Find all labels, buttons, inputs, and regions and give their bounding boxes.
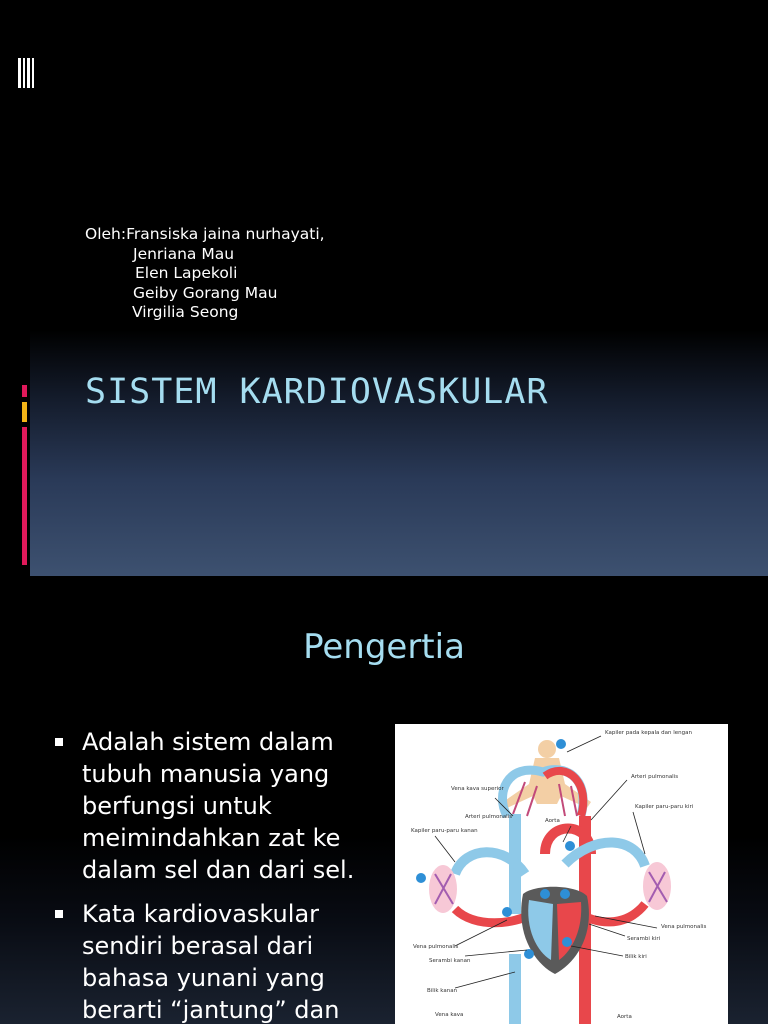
author-line: Geiby Gorang Mau (133, 283, 278, 302)
label-aorta-top: Aorta (545, 818, 560, 824)
heart-icon (521, 887, 589, 974)
accent-yellow (22, 402, 27, 422)
square-bullet-icon (55, 738, 63, 746)
label-arteri-pulmonalis-kanan: Arteri pulmonalis (465, 814, 513, 820)
label-vena-pulmonalis-kanan: Vena pulmonalis (413, 944, 459, 950)
author-line: Virgilia Seong (132, 303, 239, 321)
label-kapiler-paru-kanan: Kapiler paru-paru kanan (411, 828, 478, 834)
bullet-list (55, 726, 385, 1024)
label-aorta-bottom: Aorta (617, 1014, 632, 1020)
bullet-item (55, 726, 385, 886)
bullet-text: Kata kardiovaskular sendiri berasal dari bahasa yunani yang berarti “jantung” dan (82, 900, 340, 1024)
label-kapiler-kepala: Kapiler pada kepala dan lengan (605, 730, 693, 736)
author-line: Jenriana Mau (133, 244, 235, 263)
label-serambi-kanan: Serambi kanan (429, 958, 471, 964)
accent-pink-bar (22, 427, 27, 565)
bullet-item (55, 898, 385, 1024)
label-arteri-pulmonalis-kiri: Arteri pulmonalis (631, 774, 679, 780)
square-bullet-icon (55, 910, 63, 918)
circulation-illustration (395, 724, 728, 1024)
label-vena-kava-superior: Vena kava superior (451, 786, 504, 792)
lung-icon (429, 865, 457, 913)
author-line: Oleh:Fransiska jaina nurhayati, (85, 225, 325, 243)
circulatory-diagram (395, 724, 728, 1024)
label-serambi-kiri: Serambi kiri (627, 936, 661, 942)
label-kapiler-paru-kiri: Kapiler paru-paru kiri (635, 804, 694, 810)
slide-heading: Pengertia (303, 627, 465, 667)
author-line: Elen Lapekoli (135, 264, 238, 282)
slide-title: SISTEM KARDIOVASKULAR (85, 372, 549, 412)
lung-icon (643, 862, 671, 910)
author-list (85, 225, 325, 323)
accent-pink-top (22, 385, 27, 397)
definition-slide (0, 576, 768, 1024)
label-vena-pulmonalis-kiri: Vena pulmonalis (661, 924, 707, 930)
label-bilik-kanan: Bilik kanan (427, 988, 458, 994)
label-bilik-kiri: Bilik kiri (625, 954, 647, 960)
label-vena-kava-inferior: Vena kava (435, 1012, 464, 1018)
bullet-text: Adalah sistem dalam tubuh manusia yang berfungsi untuk meimindahkan zat ke dalam sel dan dari sel. (82, 728, 355, 884)
